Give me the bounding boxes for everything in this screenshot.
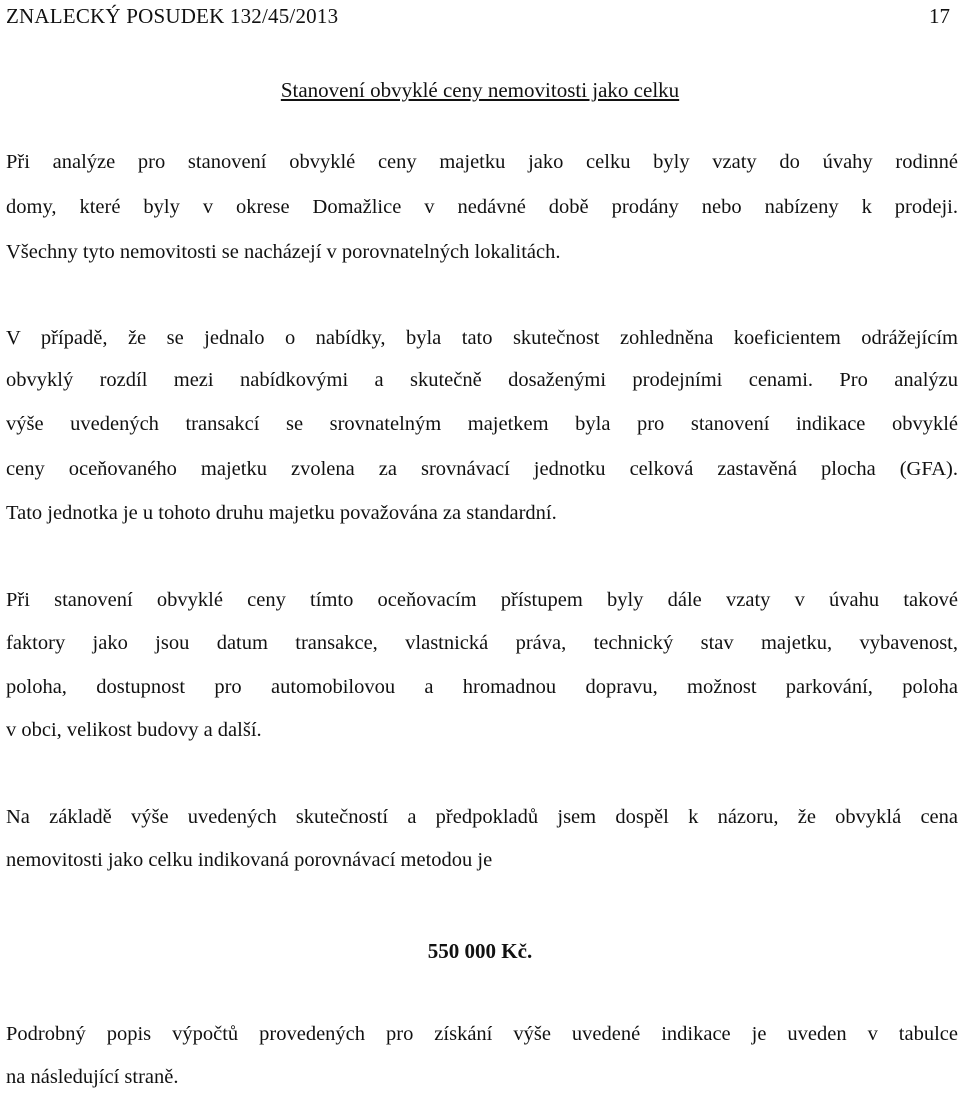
paragraph-line: Podrobný popis výpočtů provedených pro získání výše uvedené indikace je uveden v tabulce	[6, 1023, 958, 1045]
paragraph-line: nemovitosti jako celku indikovaná porovnávací metodou je	[6, 849, 493, 871]
paragraph-line: výše uvedených transakcí se srovnatelným majetkem byla pro stanovení indikace obvyklé	[6, 413, 958, 435]
paragraph-line: Tato jednotka je u tohoto druhu majetku považována za standardní.	[6, 502, 557, 524]
paragraph-line: Při stanovení obvyklé ceny tímto oceňovacím přístupem byly dále vzaty v úvahu takové	[6, 589, 958, 611]
paragraph-line: poloha, dostupnost pro automobilovou a hromadnou dopravu, možnost parkování, poloha	[6, 676, 958, 698]
paragraph-line: na následující straně.	[6, 1066, 179, 1088]
paragraph-line: faktory jako jsou datum transakce, vlastnická práva, technický stav majetku, vybavenost,	[6, 632, 958, 654]
page-number: 17	[929, 4, 950, 28]
section-title: Stanovení obvyklé ceny nemovitosti jako celku	[280, 78, 680, 102]
paragraph-line: ceny oceňovaného majetku zvolena za srovnávací jednotku celková zastavěná plocha (GFA).	[6, 458, 958, 480]
paragraph-line: V případě, že se jednalo o nabídky, byla tato skutečnost zohledněna koeficientem odrážejícím	[6, 327, 958, 349]
indicated-price: 550 000 Kč.	[427, 939, 533, 963]
document-header-title: ZNALECKÝ POSUDEK 132/45/2013	[6, 4, 339, 28]
paragraph-line: Při analýze pro stanovení obvyklé ceny majetku jako celku byly vzaty do úvahy rodinné	[6, 151, 958, 173]
paragraph-line: Na základě výše uvedených skutečností a předpokladů jsem dospěl k názoru, že obvyklá cena	[6, 806, 958, 828]
paragraph-line: Všechny tyto nemovitosti se nacházejí v porovnatelných lokalitách.	[6, 241, 561, 263]
paragraph-line: domy, které byly v okrese Domažlice v nedávné době prodány nebo nabízeny k prodeji.	[6, 196, 958, 218]
paragraph-line: obvyklý rozdíl mezi nabídkovými a skutečně dosaženými prodejními cenami. Pro analýzu	[6, 369, 958, 391]
paragraph-line: v obci, velikost budovy a další.	[6, 719, 262, 741]
